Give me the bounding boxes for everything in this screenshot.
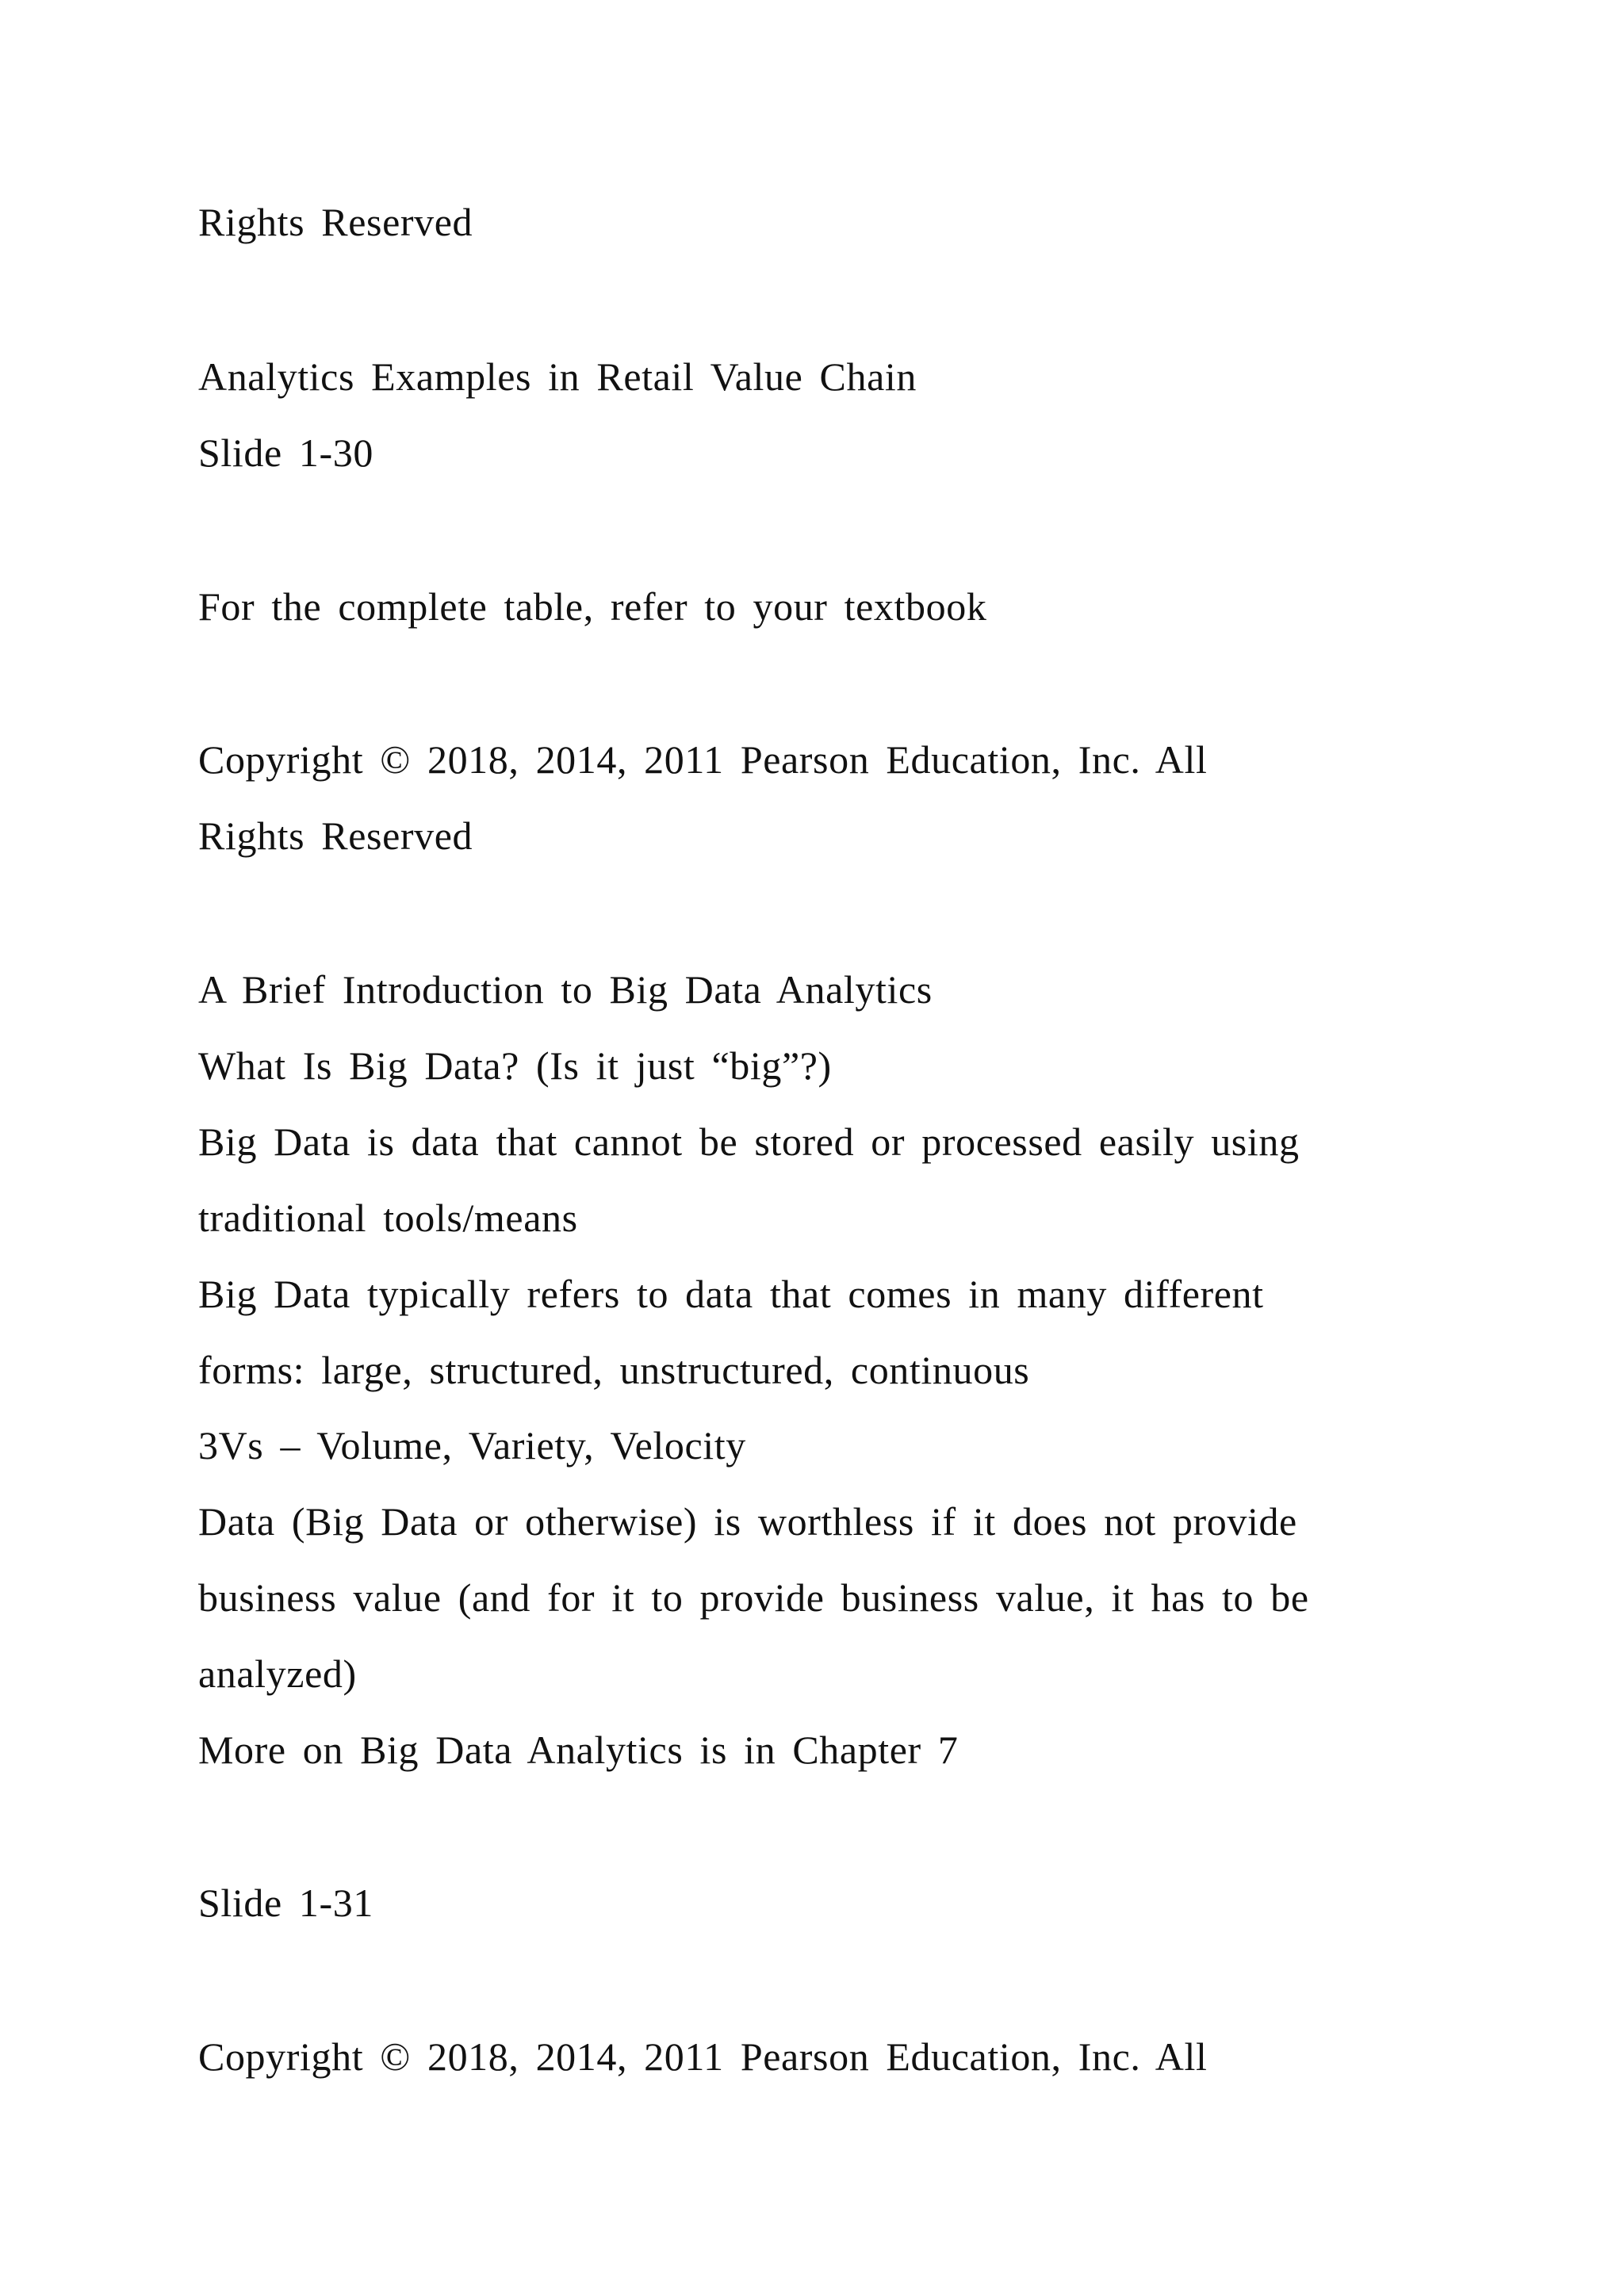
body-text-line: 3Vs – Volume, Variety, Velocity: [198, 1423, 746, 1468]
rights-reserved-line: Rights Reserved: [198, 200, 473, 244]
body-text-line: business value (and for it to provide business value, it has to be: [198, 1575, 1309, 1620]
body-text-line: Data (Big Data or otherwise) is worthless if it does not provide: [198, 1499, 1297, 1544]
slide-number: Slide 1-30: [198, 430, 373, 475]
slide-heading: Analytics Examples in Retail Value Chain: [198, 354, 917, 399]
body-text-line: What Is Big Data? (Is it just “big”?): [198, 1043, 832, 1088]
body-text-line: Big Data typically refers to data that comes in many different: [198, 1272, 1264, 1316]
body-text-line: forms: large, structured, unstructured, continuous: [198, 1348, 1030, 1392]
body-text-line: Big Data is data that cannot be stored or processed easily using: [198, 1119, 1300, 1164]
slide-number: Slide 1-31: [198, 1881, 373, 1925]
rights-reserved-line: Rights Reserved: [198, 813, 473, 858]
textbook-note: For the complete table, refer to your textbook: [198, 584, 987, 629]
copyright-line: Copyright © 2018, 2014, 2011 Pearson Education, Inc. All: [198, 737, 1208, 782]
body-text-line: traditional tools/means: [198, 1196, 578, 1240]
body-text-line: analyzed): [198, 1651, 357, 1696]
slide-heading: A Brief Introduction to Big Data Analytics: [198, 967, 933, 1012]
copyright-line: Copyright © 2018, 2014, 2011 Pearson Education, Inc. All: [198, 2034, 1208, 2079]
body-text-line: More on Big Data Analytics is in Chapter 7: [198, 1728, 959, 1772]
